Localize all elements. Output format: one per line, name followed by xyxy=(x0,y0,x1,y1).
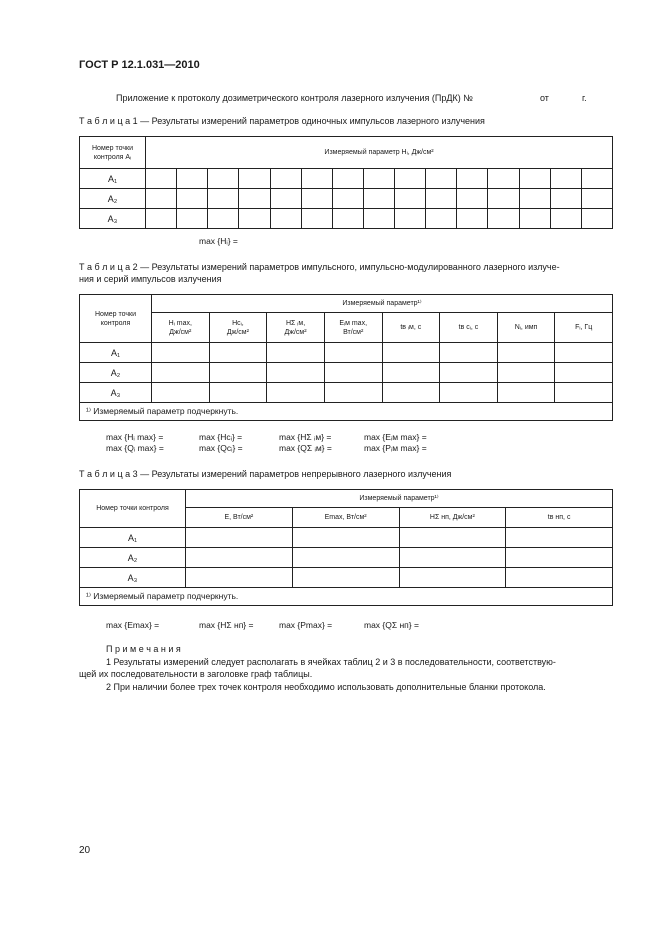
notes-title: П р и м е ч а н и я xyxy=(106,644,181,654)
table2-point-header-line1: Номер точки xyxy=(95,310,136,318)
table-cell[interactable] xyxy=(332,189,363,209)
table3-col-header: HΣ нп, Дж/см² xyxy=(399,508,506,528)
table-cell[interactable] xyxy=(506,548,613,568)
table-cell[interactable] xyxy=(324,343,382,363)
table-row xyxy=(80,209,613,229)
table-cell[interactable] xyxy=(581,189,612,209)
table3-footnote: ¹⁾ Измеряемый параметр подчеркнуть. xyxy=(80,588,613,606)
table2-max: max {Hсᵢ} = xyxy=(199,432,243,442)
table2-col-header: tв ᵢм, с xyxy=(382,313,440,343)
table2-max: max {Hᵢ max} = xyxy=(106,432,164,442)
table-row xyxy=(80,548,613,568)
table2-max: max {HΣ ᵢм} = xyxy=(279,432,332,442)
table-row xyxy=(80,169,613,189)
table1-row-label: A₃ xyxy=(80,209,146,229)
table-cell[interactable] xyxy=(426,189,457,209)
table-cell[interactable] xyxy=(382,383,440,403)
table-cell[interactable] xyxy=(363,189,394,209)
table2 xyxy=(79,294,613,421)
table2-col-header: Hᵢ max, Дж/см² xyxy=(152,313,210,343)
table-cell[interactable] xyxy=(301,169,332,189)
table-cell[interactable] xyxy=(292,528,399,548)
table3-col-header: tв нп, с xyxy=(506,508,613,528)
table-cell[interactable] xyxy=(399,568,506,588)
note-1-line2: щей их последовательности в заголовке граф таблицы. xyxy=(79,669,313,679)
table2-caption-line1: Т а б л и ц а 2 — Результаты измерений параметров импульсного, импульсно-модулированного лазерного излуче- xyxy=(79,262,560,272)
table2-col-header: tв сᵢ, с xyxy=(440,313,498,343)
table-cell[interactable] xyxy=(497,383,555,403)
table3-col-header: Emax, Вт/см² xyxy=(292,508,399,528)
table-cell[interactable] xyxy=(457,189,488,209)
table1-point-header-line1: Номер точки xyxy=(92,144,133,152)
table-cell[interactable] xyxy=(209,383,267,403)
table1-row-label: A₂ xyxy=(80,189,146,209)
table-cell[interactable] xyxy=(301,189,332,209)
table-cell[interactable] xyxy=(152,363,210,383)
appendix-from: от xyxy=(540,93,549,103)
table1-param-header: Измеряемый параметр Hᵢ, Дж/см² xyxy=(146,137,613,169)
table-cell[interactable] xyxy=(519,189,550,209)
table-cell[interactable] xyxy=(209,363,267,383)
table-cell[interactable] xyxy=(399,528,506,548)
table2-param-header: Измеряемый параметр¹⁾ xyxy=(152,295,613,313)
table-row xyxy=(80,363,613,383)
table-cell[interactable] xyxy=(363,209,394,229)
table2-caption-line2: ния и серий импульсов излучения xyxy=(79,274,222,284)
table-cell[interactable] xyxy=(550,169,581,189)
table-cell[interactable] xyxy=(581,209,612,229)
table-cell[interactable] xyxy=(488,189,519,209)
table2-row-label: A₁ xyxy=(80,343,152,363)
table-cell[interactable] xyxy=(146,189,177,209)
table-cell[interactable] xyxy=(292,568,399,588)
table1-caption: Т а б л и ц а 1 — Результаты измерений параметров одиночных импульсов лазерного излучения xyxy=(79,116,485,126)
table1-max: max {Hᵢ} = xyxy=(199,236,238,246)
table-cell[interactable] xyxy=(506,528,613,548)
table-cell[interactable] xyxy=(399,548,506,568)
table-row xyxy=(80,383,613,403)
table-cell[interactable] xyxy=(292,548,399,568)
table2-max: max {Qсᵢ} = xyxy=(199,443,243,453)
table3-max: max {Pmax} = xyxy=(279,620,333,630)
page-number: 20 xyxy=(79,845,91,856)
table-cell[interactable] xyxy=(270,209,301,229)
table-cell[interactable] xyxy=(382,343,440,363)
appendix-text: Приложение к протоколу дозиметрического контроля лазерного излучения (ПрДК) № xyxy=(116,93,473,103)
table1-row-label: A₁ xyxy=(80,169,146,189)
table-cell[interactable] xyxy=(239,209,270,229)
table-cell[interactable] xyxy=(440,383,498,403)
table-cell[interactable] xyxy=(239,189,270,209)
table-cell[interactable] xyxy=(395,209,426,229)
table-row xyxy=(80,528,613,548)
table-cell[interactable] xyxy=(440,343,498,363)
table-cell[interactable] xyxy=(426,169,457,189)
table2-col-header: Fᵢ, Гц xyxy=(555,313,613,343)
table2-footnote: ¹⁾ Измеряемый параметр подчеркнуть. xyxy=(80,403,613,421)
table1 xyxy=(79,136,613,229)
note-2: 2 При наличии более трех точек контроля необходимо использовать дополнительные бланки протокола. xyxy=(106,682,546,692)
table3-col-header: E, Вт/см² xyxy=(186,508,293,528)
table-cell[interactable] xyxy=(146,209,177,229)
table-cell[interactable] xyxy=(208,209,239,229)
table3-row-label: A₁ xyxy=(80,528,186,548)
table-cell[interactable] xyxy=(555,383,613,403)
table3-max: max {Emax} = xyxy=(106,620,160,630)
table2-max: max {Qᵢ max} = xyxy=(106,443,164,453)
appendix-year: г. xyxy=(582,93,587,103)
table-cell[interactable] xyxy=(332,209,363,229)
table-cell[interactable] xyxy=(506,568,613,588)
table-cell[interactable] xyxy=(152,383,210,403)
table-cell[interactable] xyxy=(497,343,555,363)
table-cell[interactable] xyxy=(186,548,293,568)
table-cell[interactable] xyxy=(488,209,519,229)
table3-param-header: Измеряемый параметр¹⁾ xyxy=(186,490,613,508)
table2-col-header: Nᵢ, имп xyxy=(497,313,555,343)
table-cell[interactable] xyxy=(497,363,555,383)
table-cell[interactable] xyxy=(270,169,301,189)
table-cell[interactable] xyxy=(152,343,210,363)
document-header: ГОСТ Р 12.1.031—2010 xyxy=(79,59,200,71)
table-cell[interactable] xyxy=(177,189,208,209)
table-cell[interactable] xyxy=(267,383,325,403)
table-cell[interactable] xyxy=(209,343,267,363)
table1-point-header-line2: контроля Aᵢ xyxy=(93,153,132,161)
table-cell[interactable] xyxy=(208,189,239,209)
table1-point-header xyxy=(80,137,146,169)
table-cell[interactable] xyxy=(581,169,612,189)
table-cell[interactable] xyxy=(382,363,440,383)
table-cell[interactable] xyxy=(395,169,426,189)
table-cell[interactable] xyxy=(426,209,457,229)
table-cell[interactable] xyxy=(267,363,325,383)
table2-max: max {Eᵢм max} = xyxy=(364,432,427,442)
table-cell[interactable] xyxy=(555,363,613,383)
table2-col-header: HΣ ᵢм, Дж/см² xyxy=(267,313,325,343)
table-cell[interactable] xyxy=(301,209,332,229)
table-cell[interactable] xyxy=(395,189,426,209)
table3-row-label: A₂ xyxy=(80,548,186,568)
table2-row-label: A₂ xyxy=(80,363,152,383)
table-cell[interactable] xyxy=(440,363,498,383)
table-cell[interactable] xyxy=(332,169,363,189)
table-cell[interactable] xyxy=(186,528,293,548)
table-row xyxy=(80,568,613,588)
table-row xyxy=(80,343,613,363)
table-cell[interactable] xyxy=(324,363,382,383)
table-cell[interactable] xyxy=(267,343,325,363)
table-row xyxy=(80,189,613,209)
table3-row-label: A₃ xyxy=(80,568,186,588)
table-cell[interactable] xyxy=(457,169,488,189)
table2-max: max {QΣ ᵢм} = xyxy=(279,443,332,453)
table-cell[interactable] xyxy=(177,209,208,229)
note-1-line1: 1 Результаты измерений следует располагать в ячейках таблиц 2 и 3 в последовательности, соответствую- xyxy=(106,657,556,667)
table-cell[interactable] xyxy=(550,209,581,229)
table2-col-header: Eᵢм max, Вт/см² xyxy=(324,313,382,343)
table-cell[interactable] xyxy=(324,383,382,403)
table-cell[interactable] xyxy=(146,169,177,189)
table-cell[interactable] xyxy=(457,209,488,229)
table3-caption: Т а б л и ц а 3 — Результаты измерений параметров непрерывного лазерного излучения xyxy=(79,469,452,479)
table-cell[interactable] xyxy=(239,169,270,189)
table-cell[interactable] xyxy=(519,209,550,229)
table3-point-header: Номер точки контроля xyxy=(80,490,186,528)
table2-row-label: A₃ xyxy=(80,383,152,403)
table2-col-header: Hсᵢ, Дж/см² xyxy=(209,313,267,343)
table-cell[interactable] xyxy=(550,189,581,209)
table-cell[interactable] xyxy=(519,169,550,189)
table2-point-header-line2: контроля xyxy=(100,319,131,327)
table-cell[interactable] xyxy=(363,169,394,189)
table-cell[interactable] xyxy=(177,169,208,189)
table-cell[interactable] xyxy=(186,568,293,588)
table-cell[interactable] xyxy=(270,189,301,209)
table-cell[interactable] xyxy=(208,169,239,189)
table-cell[interactable] xyxy=(488,169,519,189)
table3-max: max {QΣ нп} = xyxy=(364,620,419,630)
table3-max: max {HΣ нп} = xyxy=(199,620,254,630)
table-cell[interactable] xyxy=(555,343,613,363)
table2-max: max {Pᵢм max} = xyxy=(364,443,427,453)
table2-point-header xyxy=(80,295,152,343)
table3 xyxy=(79,489,613,606)
